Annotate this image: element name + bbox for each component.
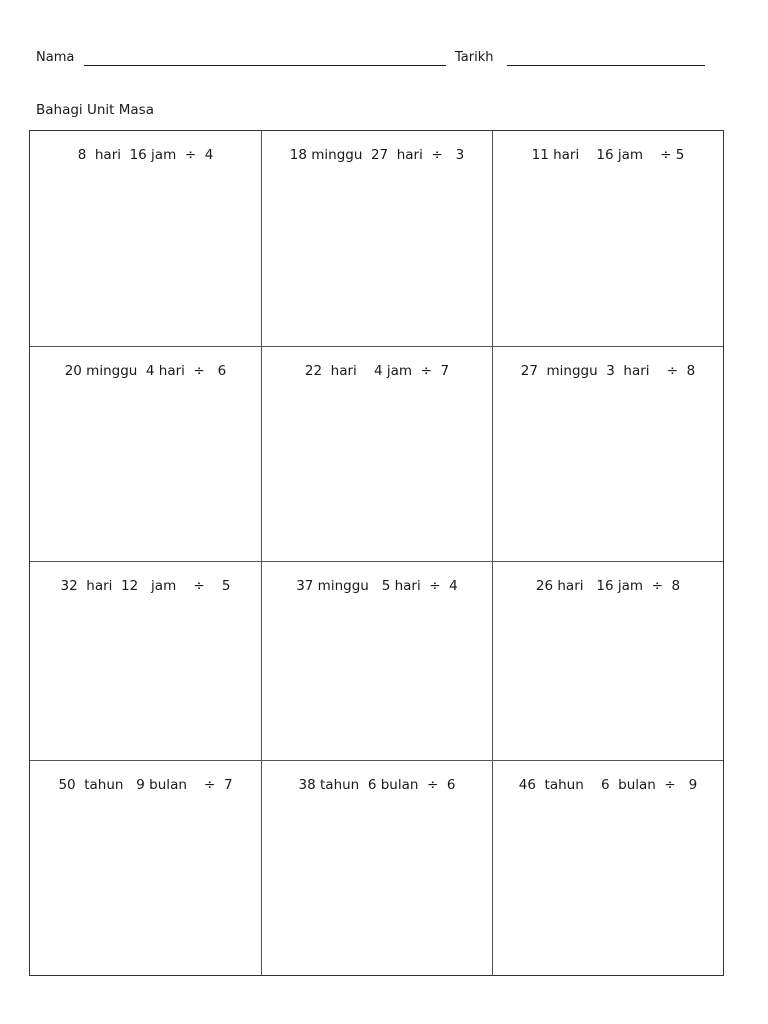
problem-text: 26 hari 16 jam ÷ 8: [535, 578, 681, 594]
answer-box[interactable]: [30, 347, 262, 562]
date-field[interactable]: [507, 65, 705, 66]
answer-box[interactable]: [30, 131, 262, 347]
answer-box[interactable]: [493, 761, 723, 975]
answer-box[interactable]: [493, 131, 723, 347]
answer-box[interactable]: [262, 761, 493, 975]
answer-box[interactable]: [262, 131, 493, 347]
name-label: Nama: [36, 50, 75, 65]
problem-text: 11 hari 16 jam ÷ 5: [531, 147, 685, 163]
answer-box[interactable]: [30, 761, 262, 975]
problem-text: 50 tahun 9 bulan ÷ 7: [58, 777, 233, 793]
problem-text: 20 minggu 4 hari ÷ 6: [64, 363, 227, 379]
answer-box[interactable]: [262, 347, 493, 562]
problem-text: 8 hari 16 jam ÷ 4: [77, 147, 214, 163]
problem-text: 32 hari 12 jam ÷ 5: [60, 578, 231, 594]
answer-box[interactable]: [262, 562, 493, 761]
problem-text: 38 tahun 6 bulan ÷ 6: [298, 777, 456, 793]
answer-box[interactable]: [493, 562, 723, 761]
problem-text: 37 minggu 5 hari ÷ 4: [296, 578, 458, 594]
answer-box[interactable]: [493, 347, 723, 562]
problem-text: 27 minggu 3 hari ÷ 8: [520, 363, 696, 379]
problem-text: 22 hari 4 jam ÷ 7: [304, 363, 450, 379]
problem-grid: [29, 130, 724, 976]
name-field[interactable]: [84, 65, 446, 66]
date-label: Tarikh: [455, 50, 494, 65]
worksheet-title: Bahagi Unit Masa: [36, 102, 154, 118]
problem-text: 46 tahun 6 bulan ÷ 9: [518, 777, 698, 793]
problem-text: 18 minggu 27 hari ÷ 3: [289, 147, 465, 163]
answer-box[interactable]: [30, 562, 262, 761]
